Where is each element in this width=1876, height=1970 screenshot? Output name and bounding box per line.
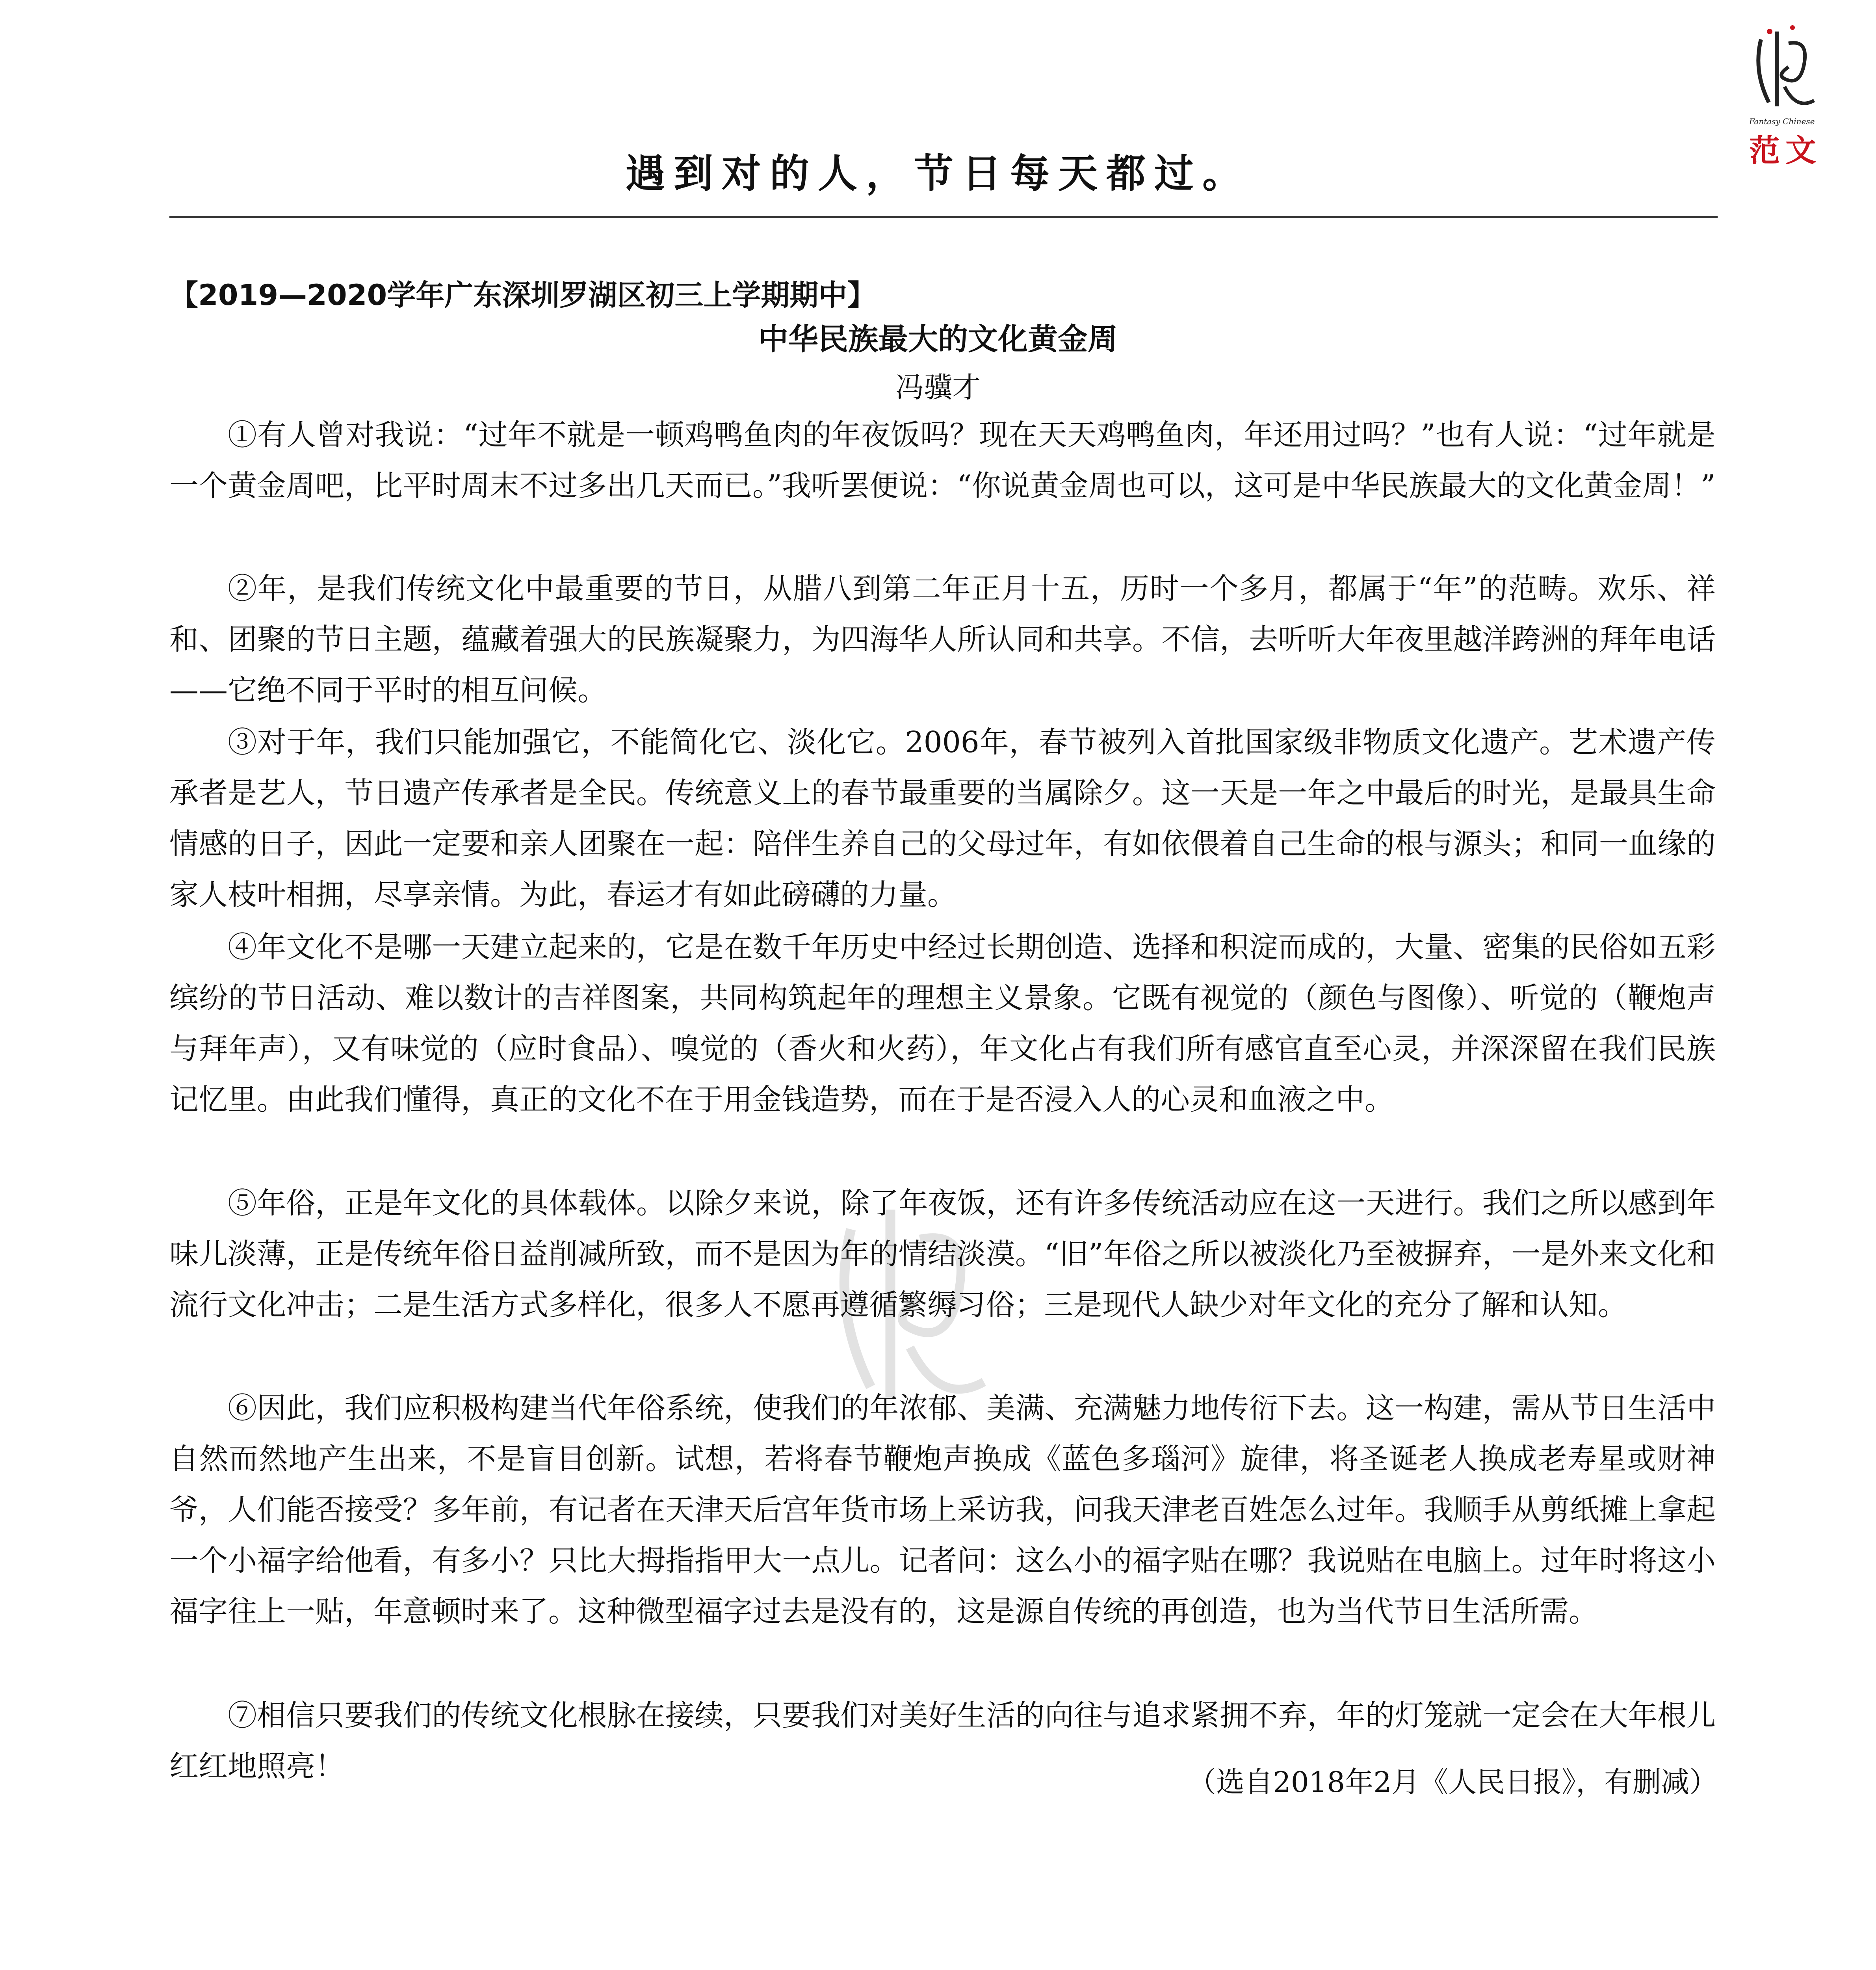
- exam-source-tag: 【2019—2020学年广东深圳罗湖区初三上学期期中】: [169, 279, 876, 312]
- article-paragraph-1: ①有人曾对我说：“过年不就是一顿鸡鸭鱼肉的年夜饭吗？现在天天鸡鸭鱼肉，年还用过吗？”也有人说：“过年就是一个黄金周吧，比平时周末不过多出几天而已。”我听罢便说：“你说黄金周也可以，这可是中华民族最大的文化黄金周！”: [169, 418, 1716, 503]
- article-paragraph-7: ⑦相信只要我们的传统文化根脉在接续，只要我们对美好生活的向往与追求紧拥不弃，年的灯笼就一定会在大年根儿红红地照亮！: [169, 1699, 1716, 1783]
- article-paragraph-6: ⑥因此，我们应积极构建当代年俗系统，使我们的年浓郁、美满、充满魅力地传衍下去。这一构建，需从节日生活中自然而然地产生出来，不是盲目创新。试想，若将春节鞭炮声换成《蓝色多瑙河》旋律，将圣诞老人换成老寿星或财神爷，人们能否接受？多年前，有记者在天津天后宫年货市场上采访我，问我天津老百姓怎么过年。我顺手从剪纸摊上拿起一个小福字给他看，有多小？只比大拇指指甲大一点儿。记者问：这么小的福字贴在哪？我说贴在电脑上。过年时将这小福字往上一贴，年意顿时来了。这种微型福字过去是没有的，这是源自传统的再创造，也为当代节日生活所需。: [169, 1391, 1716, 1628]
- article-paragraph-5: ⑤年俗，正是年文化的具体载体。以除夕来说，除了年夜饭，还有许多传统活动应在这一天进行。我们之所以感到年味儿淡薄，正是传统年俗日益削减所致，而不是因为年的情结淡漠。“旧”年俗之所以被淡化乃至被摒弃，一是外来文化和流行文化冲击；二是生活方式多样化，很多人不愿再遵循繁缛习俗；三是现代人缺少对年文化的充分了解和认知。: [169, 1186, 1716, 1322]
- article-paragraph-4: ④年文化不是哪一天建立起来的，它是在数千年历史中经过长期创造、选择和积淀而成的，大量、密集的民俗如五彩缤纷的节日活动、难以数计的吉祥图案，共同构筑起年的理想主义景象。它既有视觉的（颜色与图像）、听觉的（鞭炮声与拜年声），又有味觉的（应时食品）、嗅觉的（香火和火药），年文化占有我们所有感官直至心灵，并深深留在我们民族记忆里。由此我们懂得，真正的文化不在于用金钱造势，而在于是否浸入人的心灵和血液之中。: [169, 930, 1716, 1117]
- article-paragraph-2: ②年，是我们传统文化中最重要的节日，从腊八到第二年正月十五，历时一个多月，都属于“年”的范畴。欢乐、祥和、团聚的节日主题，蕴藏着强大的民族凝聚力，为四海华人所认同和共享。不信，去听听大年夜里越洋跨洲的拜年电话——它绝不同于平时的相互问候。: [169, 572, 1716, 707]
- header-motto: 遇到对的人，节日每天都过。: [626, 150, 1250, 197]
- brand-logo: [1745, 16, 1824, 169]
- article-paragraph-3: ③对于年，我们只能加强它，不能简化它、淡化它。2006年，春节被列入首批国家级非物质文化遗产。艺术遗产传承者是艺人，节日遗产传承者是全民。传统意义上的春节最重要的当属除夕。这一天是一年之中最后的时光，是最具生命情感的日子，因此一定要和亲人团聚在一起：陪伴生养自己的父母过年，有如依偎着自己生命的根与源头；和同一血缘的家人枝叶相拥，尽享亲情。为此，春运才有如此磅礴的力量。: [169, 725, 1716, 912]
- header-divider: [169, 216, 1718, 218]
- article-title: 中华民族最大的文化黄金周: [758, 322, 1118, 357]
- logo-subtitle: Fantasy Chinese: [1749, 117, 1815, 126]
- logo-title: 范文: [1749, 133, 1822, 169]
- fantasy-chinese-logo-icon: [1745, 16, 1824, 122]
- article-author: 冯骥才: [895, 371, 981, 404]
- article-citation: （选自2018年2月《人民日报》，有删减）: [1187, 1766, 1718, 1799]
